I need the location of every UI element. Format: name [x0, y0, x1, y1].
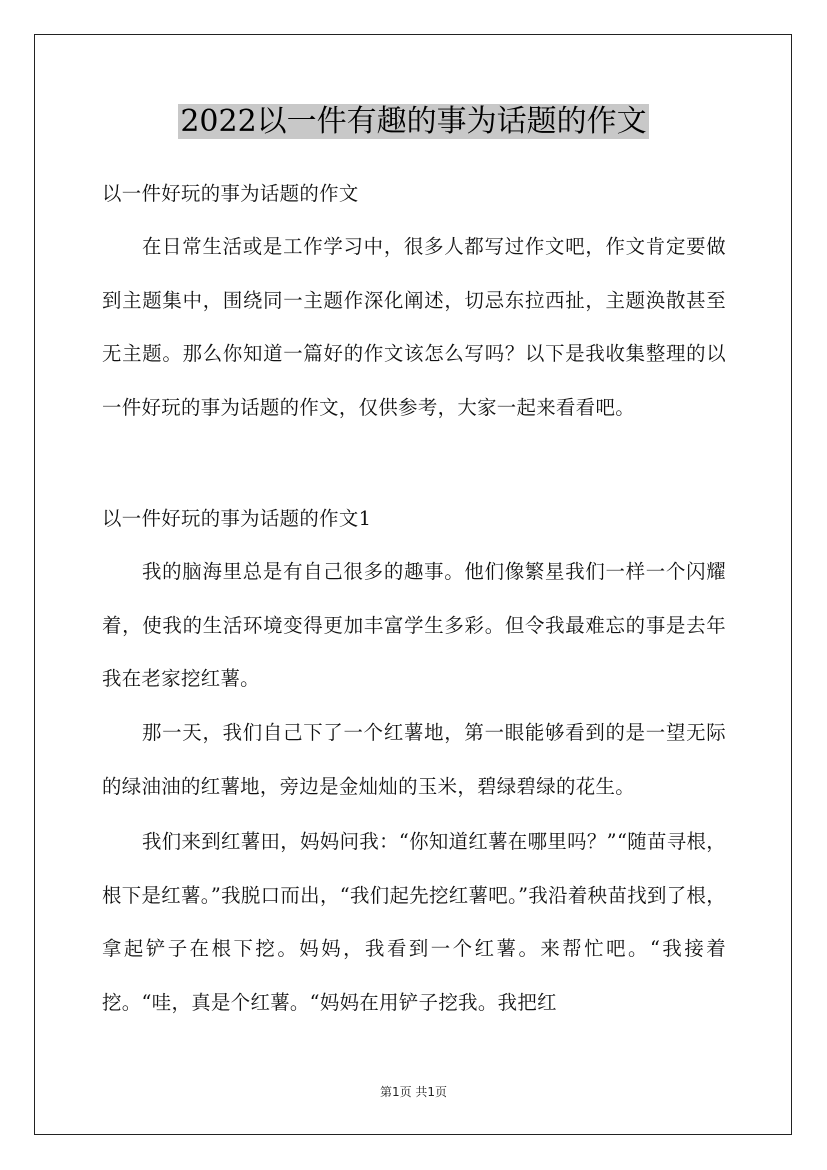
subtitle: 以一件好玩的事为话题的作文 [102, 182, 359, 205]
document-title: 2022以一件有趣的事为话题的作文 [180, 104, 647, 139]
document-title-wrap [0, 102, 827, 142]
section-heading: 以一件好玩的事为话题的作文1 [102, 507, 372, 530]
body-paragraph-1: 我的脑海里总是有自己很多的趣事。他们像繁星我们一样一个闪耀着，使我的生活环境变得更加丰富学生多彩。但令我最难忘的事是去年我在老家挖红薯。 [102, 560, 726, 690]
page-number: 第1页 共1页 [379, 1085, 448, 1099]
intro-paragraph: 在日常生活或是工作学习中，很多人都写过作文吧，作文肯定要做到主题集中，围绕同一主题作深化阐述，切忌东拉西扯，主题涣散甚至无主题。那么你知道一篇好的作文该怎么写吗？以下是我收集整理的以一件好玩的事为话题的作文，仅供参考，大家一起来看看吧。 [102, 235, 726, 419]
body-paragraph-3: 我们来到红薯田，妈妈问我：“你知道红薯在哪里吗？”“随苗寻根，根下是红薯。”我脱口而出，“我们起先挖红薯吧。”我沿着秧苗找到了根，拿起铲子在根下挖。妈妈，我看到一个红薯。来帮忙吧。“我接着挖。“哇，真是个红薯。“妈妈在用铲子挖我。我把红 [102, 830, 726, 1014]
body-paragraph-2: 那一天，我们自己下了一个红薯地，第一眼能够看到的是一望无际的绿油油的红薯地，旁边是金灿灿的玉米，碧绿碧绿的花生。 [102, 721, 726, 798]
